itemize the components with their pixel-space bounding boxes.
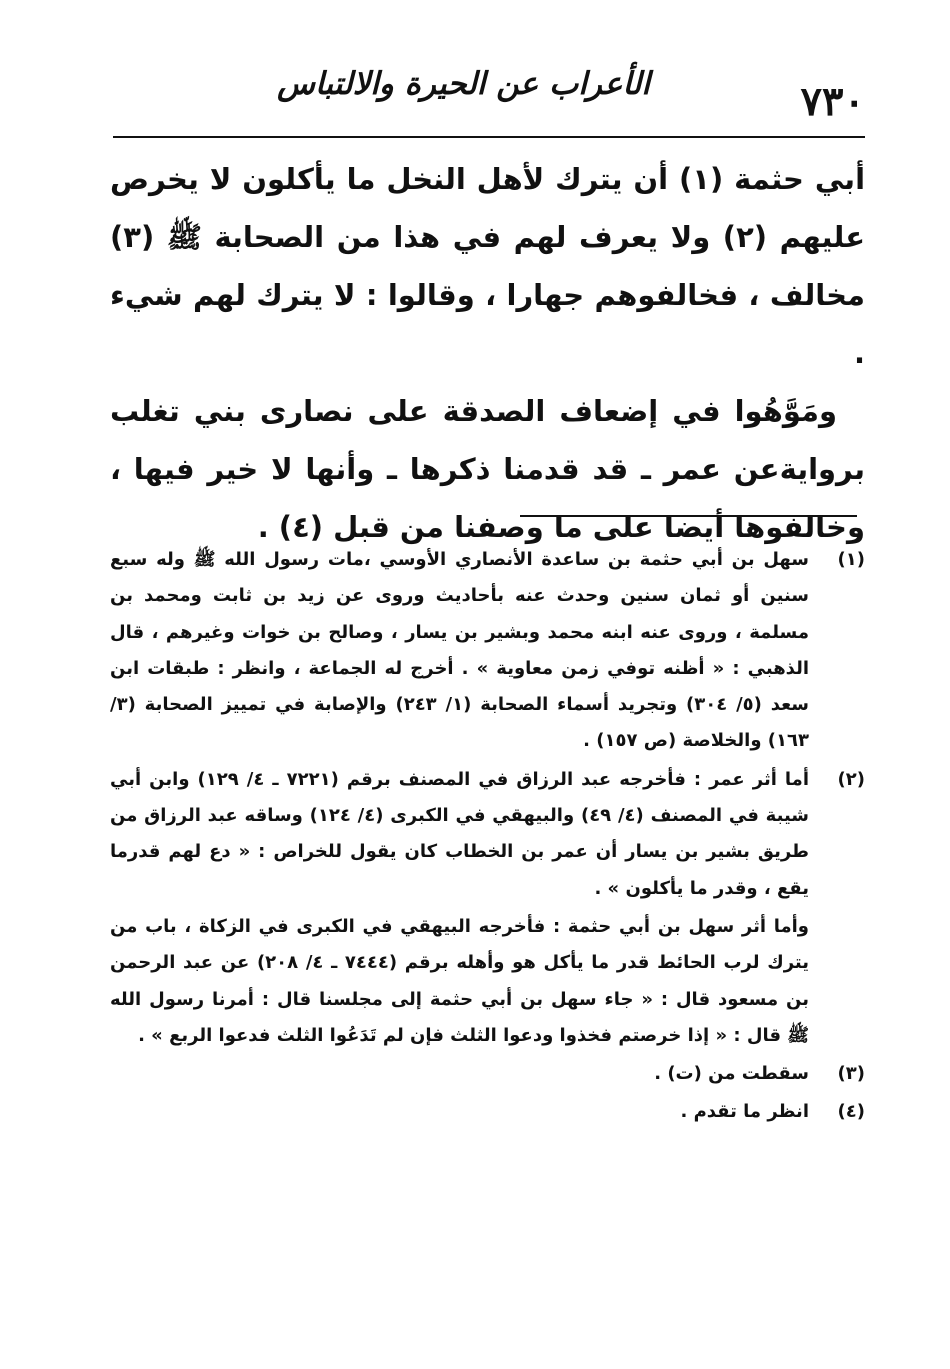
footnote-text (110, 1094, 809, 1130)
footnote-2 (110, 762, 865, 1054)
footnote-3 (110, 1056, 865, 1092)
page-header (110, 60, 865, 130)
page-number: ٧٣٠ (800, 78, 865, 125)
footnote-paragraph: وأما أثر سهل بن أبي حثمة : فأخرجه البيهقي في الكبرى في الزكاة ، باب من يترك لرب الحائط قدر ما يأكل هو وأهله برقم (٧٤٤٤ ـ ٤/ ٢٠٨) عن عبد الرحمن بن مسعود قال : « جاء سهل بن أبي حثمة إلى مجلسنا قال : أمرنا رسول الله ﷺ قال : « إذا خرصتم فخذوا ودعوا الثلث فإن لم تَدَعُوا الثلث فدعوا الربع » . (110, 915, 809, 1046)
running-title: الأعراب عن الحيرة والالتباس (277, 66, 650, 102)
footnotes (110, 542, 865, 1133)
main-text (110, 150, 865, 556)
footnote-number: (٢) (837, 768, 865, 790)
footnote-text (110, 1056, 809, 1092)
footnote-paragraph: أما أثر عمر : فأخرجه عبد الرزاق في المصنف برقم (٧٢٢١ ـ ٤/ ١٢٩) وابن أبي شيبة في المصنف (٤/ ٤٩) والبيهقي في الكبرى (٤/ ١٢٤) وساقه عبد الرزاق من طريق بشير بن يسار أن عمر بن الخطاب كان يقول للخراص : « دع لهم قدرما يقع ، وقدر ما يأكلون » . (110, 768, 809, 899)
footnote-number: (٤) (837, 1101, 865, 1123)
footnote-text (110, 762, 809, 1054)
footnote-number: (٣) (837, 1063, 865, 1085)
header-rule (113, 136, 865, 138)
footnote-paragraph: انظر ما تقدم . (680, 1101, 809, 1123)
footnote-paragraph: سقطت من (ت) . (654, 1063, 809, 1085)
footnote-1 (110, 542, 865, 760)
footnote-number: (١) (837, 549, 865, 570)
main-paragraph: ومَوَّهُوا في إضعاف الصدقة على نصارى بني تغلب بروايةعن عمر ـ قد قدمنا ذكرها ـ وأنها لا خير فيها ، وخالفوها أيضا على ما وصفنا من قبل (٤) . (110, 394, 865, 544)
footnote-text (110, 542, 809, 760)
footnote-separator (520, 515, 857, 517)
footnote-4 (110, 1094, 865, 1130)
main-paragraph: أبي حثمة (١) أن يترك لأهل النخل ما يأكلون لا يخرص عليهم (٢) ولا يعرف لهم في هذا من الصحابة ﷺ (٣) مخالف ، فخالفوهم جهارا ، وقالوا : لا يترك لهم شيء . (110, 162, 866, 370)
footnote-paragraph: سهل بن أبي حثمة بن ساعدة الأنصاري الأوسي ،مات رسول الله ﷺ وله سبع سنين أو ثمان سنين وحدث عنه بأحاديث وروى عن زيد بن ثابت ومحمد بن مسلمة ، وروى عنه ابنه محمد وبشير بن يسار ، وصالح بن خوات وغيرهم ، قال الذهبي : « أظنه توفي زمن معاوية » . أخرج له الجماعة ، وانظر : طبقات ابن سعد (٥/ ٣٠٤) وتجريد أسماء الصحابة (١/ ٢٤٣) والإصابة في تمييز الصحابة (٣/ ١٦٣) والخلاصة (ص ١٥٧) . (110, 549, 809, 752)
